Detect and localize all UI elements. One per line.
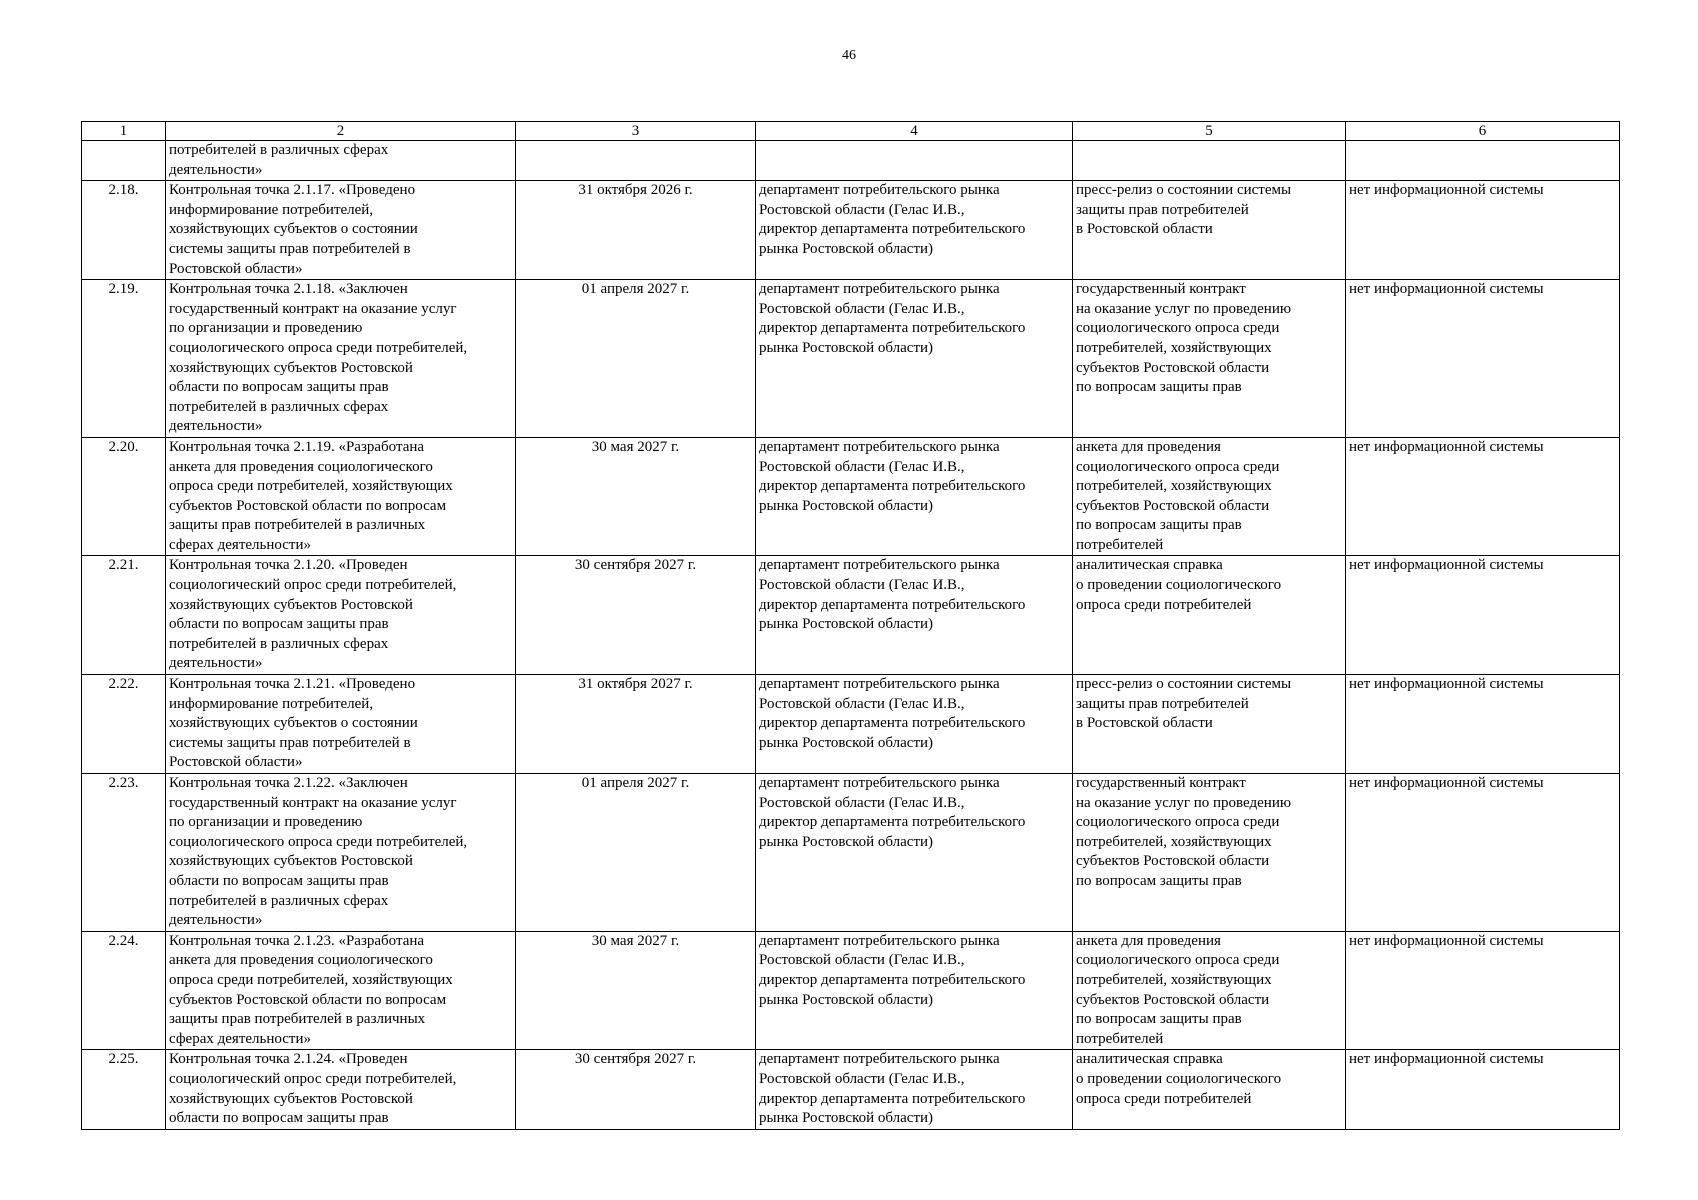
information-system: нет информационной системы — [1346, 280, 1620, 438]
control-point-name: Контрольная точка 2.1.23. «Разработана анкета для проведения социологического опроса среди потребителей, хозяйствующих субъектов Ростовской области по вопросам защиты прав потребителей в различных сферах деятельности» — [166, 931, 516, 1050]
table-row — [82, 181, 1620, 280]
control-point-name: Контрольная точка 2.1.17. «Проведено информирование потребителей, хозяйствующих субъектов о состоянии системы защиты прав потребителей в Ростовской области» — [166, 181, 516, 280]
row-number — [82, 141, 166, 181]
result-document: анкета для проведения социологического опроса среди потребителей, хозяйствующих субъектов Ростовской области по вопросам защиты прав потребителей — [1073, 437, 1346, 556]
information-system: нет информационной системы — [1346, 774, 1620, 932]
deadline-date: 01 апреля 2027 г. — [516, 774, 756, 932]
result-document: пресс-релиз о состоянии системы защиты прав потребителей в Ростовской области — [1073, 181, 1346, 280]
responsible-party: департамент потребительского рынка Ростовской области (Гелас И.В., директор департамента потребительского рынка Ростовской области) — [756, 1050, 1073, 1129]
control-point-name: Контрольная точка 2.1.24. «Проведен социологический опрос среди потребителей, хозяйствующих субъектов Ростовской области по вопросам защиты прав — [166, 1050, 516, 1129]
row-number: 2.22. — [82, 675, 166, 774]
table-row — [82, 556, 1620, 675]
result-document: государственный контракт на оказание услуг по проведению социологического опроса среди потребителей, хозяйствующих субъектов Ростовской области по вопросам защиты прав — [1073, 774, 1346, 932]
responsible-party — [756, 141, 1073, 181]
deadline-date: 30 мая 2027 г. — [516, 437, 756, 556]
table-row — [82, 675, 1620, 774]
result-document — [1073, 141, 1346, 181]
responsible-party: департамент потребительского рынка Ростовской области (Гелас И.В., директор департамента потребительского рынка Ростовской области) — [756, 675, 1073, 774]
deadline-date: 31 октября 2027 г. — [516, 675, 756, 774]
table-row — [82, 774, 1620, 932]
responsible-party: департамент потребительского рынка Ростовской области (Гелас И.В., директор департамента потребительского рынка Ростовской области) — [756, 931, 1073, 1050]
result-document: государственный контракт на оказание услуг по проведению социологического опроса среди потребителей, хозяйствующих субъектов Ростовской области по вопросам защиты прав — [1073, 280, 1346, 438]
table-row — [82, 931, 1620, 1050]
control-points-table — [81, 121, 1620, 1130]
deadline-date: 30 мая 2027 г. — [516, 931, 756, 1050]
responsible-party: департамент потребительского рынка Ростовской области (Гелас И.В., директор департамента потребительского рынка Ростовской области) — [756, 774, 1073, 932]
deadline-date: 31 октября 2026 г. — [516, 181, 756, 280]
row-number: 2.18. — [82, 181, 166, 280]
column-header: 1 — [82, 122, 166, 141]
deadline-date: 01 апреля 2027 г. — [516, 280, 756, 438]
control-point-name: Контрольная точка 2.1.19. «Разработана анкета для проведения социологического опроса среди потребителей, хозяйствующих субъектов Ростовской области по вопросам защиты прав потребителей в различных сферах деятельности» — [166, 437, 516, 556]
column-header: 6 — [1346, 122, 1620, 141]
deadline-date: 30 сентября 2027 г. — [516, 1050, 756, 1129]
information-system: нет информационной системы — [1346, 556, 1620, 675]
responsible-party: департамент потребительского рынка Ростовской области (Гелас И.В., директор департамента потребительского рынка Ростовской области) — [756, 280, 1073, 438]
table-row — [82, 280, 1620, 438]
information-system: нет информационной системы — [1346, 675, 1620, 774]
information-system: нет информационной системы — [1346, 1050, 1620, 1129]
deadline-date — [516, 141, 756, 181]
page-number: 46 — [842, 48, 856, 63]
column-header: 3 — [516, 122, 756, 141]
table-header-row — [82, 122, 1620, 141]
table-row — [82, 437, 1620, 556]
control-point-name: Контрольная точка 2.1.22. «Заключен государственный контракт на оказание услуг по организации и проведению социологического опроса среди потребителей, хозяйствующих субъектов Ростовской области по вопросам защиты прав потребителей в различных сферах деятельности» — [166, 774, 516, 932]
row-number: 2.21. — [82, 556, 166, 675]
control-point-name: Контрольная точка 2.1.18. «Заключен государственный контракт на оказание услуг по организации и проведению социологического опроса среди потребителей, хозяйствующих субъектов Ростовской области по вопросам защиты прав потребителей в различных сферах деятельности» — [166, 280, 516, 438]
result-document: аналитическая справка о проведении социологического опроса среди потребителей — [1073, 1050, 1346, 1129]
result-document: анкета для проведения социологического опроса среди потребителей, хозяйствующих субъектов Ростовской области по вопросам защиты прав потребителей — [1073, 931, 1346, 1050]
row-number: 2.23. — [82, 774, 166, 932]
table-row — [82, 1050, 1620, 1129]
responsible-party: департамент потребительского рынка Ростовской области (Гелас И.В., директор департамента потребительского рынка Ростовской области) — [756, 556, 1073, 675]
column-header: 2 — [166, 122, 516, 141]
deadline-date: 30 сентября 2027 г. — [516, 556, 756, 675]
row-number: 2.25. — [82, 1050, 166, 1129]
table-row — [82, 141, 1620, 181]
result-document: аналитическая справка о проведении социологического опроса среди потребителей — [1073, 556, 1346, 675]
responsible-party: департамент потребительского рынка Ростовской области (Гелас И.В., директор департамента потребительского рынка Ростовской области) — [756, 437, 1073, 556]
information-system — [1346, 141, 1620, 181]
result-document: пресс-релиз о состоянии системы защиты прав потребителей в Ростовской области — [1073, 675, 1346, 774]
column-header: 5 — [1073, 122, 1346, 141]
row-number: 2.19. — [82, 280, 166, 438]
control-point-name: Контрольная точка 2.1.20. «Проведен социологический опрос среди потребителей, хозяйствующих субъектов Ростовской области по вопросам защиты прав потребителей в различных сферах деятельности» — [166, 556, 516, 675]
information-system: нет информационной системы — [1346, 437, 1620, 556]
information-system: нет информационной системы — [1346, 931, 1620, 1050]
column-header: 4 — [756, 122, 1073, 141]
row-number: 2.24. — [82, 931, 166, 1050]
row-number: 2.20. — [82, 437, 166, 556]
responsible-party: департамент потребительского рынка Ростовской области (Гелас И.В., директор департамента потребительского рынка Ростовской области) — [756, 181, 1073, 280]
control-point-name: Контрольная точка 2.1.21. «Проведено информирование потребителей, хозяйствующих субъектов о состоянии системы защиты прав потребителей в Ростовской области» — [166, 675, 516, 774]
control-point-name: потребителей в различных сферах деятельности» — [166, 141, 516, 181]
information-system: нет информационной системы — [1346, 181, 1620, 280]
